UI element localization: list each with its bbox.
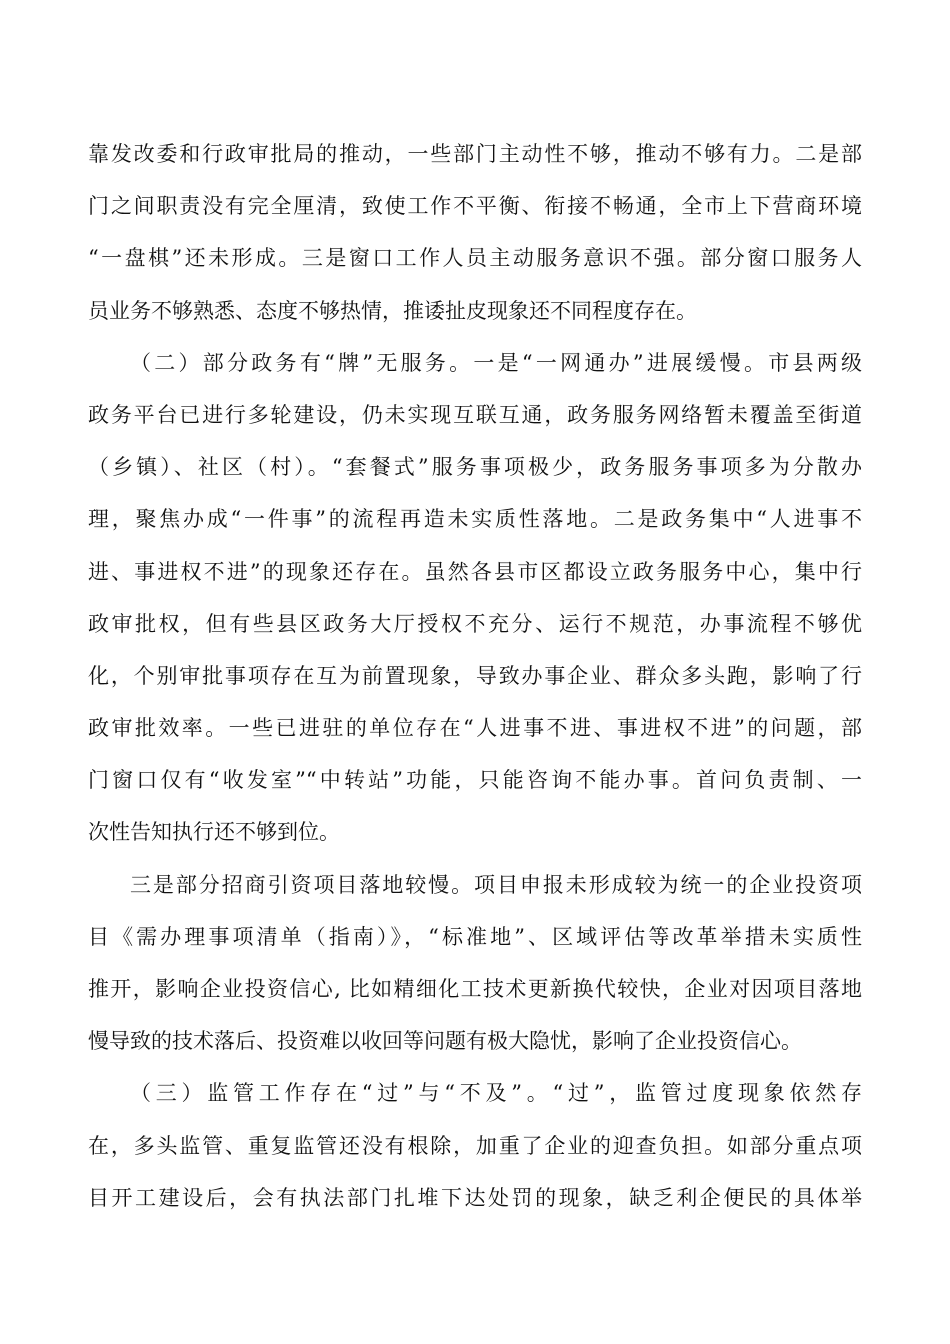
paragraph-2: [88, 337, 862, 859]
text-line: （乡镇）、社区（村）。“套餐式”服务事项极少，政务服务事项多为分散办: [88, 455, 862, 480]
text-line: 进、事进权不进”的现象还存在。虽然各县市区都设立政务服务中心，集中行: [88, 559, 862, 584]
text-line: 化，个别审批事项存在互为前置现象，导致办事企业、群众多头跑，影响了行: [88, 663, 862, 688]
text-line: 理，聚焦办成“一件事”的流程再造未实质性落地。二是政务集中“人进事不: [88, 507, 862, 532]
text-line: 员业务不够熟悉、态度不够热情，推诿扯皮现象还不同程度存在。: [88, 298, 697, 323]
text-line: 政务平台已进行多轮建设，仍未实现互联互通，政务服务网络暂未覆盖至街道: [88, 402, 862, 427]
paragraph-3: [88, 859, 862, 1068]
text-line: 门之间职责没有完全厘清，致使工作不平衡、衔接不畅通，全市上下营商环境: [88, 194, 862, 219]
text-line: 政审批效率。一些已进驻的单位存在“人进事不进、事进权不进”的问题，部: [88, 716, 862, 741]
text-line: 慢导致的技术落后、投资难以收回等问题有极大隐忧，影响了企业投资信心。: [88, 1029, 802, 1054]
text-line: 三是部分招商引资项目落地较慢。项目申报未形成较为统一的企业投资项: [130, 872, 862, 897]
text-line: （二）部分政务有“牌”无服务。一是“一网通办”进展缓慢。市县两级: [130, 350, 862, 375]
document-body: [88, 128, 862, 1224]
paragraph-1: [88, 128, 862, 337]
text-line: （三）监管工作存在“过”与“不及”。“过”，监管过度现象依然存: [130, 1081, 862, 1106]
text-line: 靠发改委和行政审批局的推动，一些部门主动性不够，推动不够有力。二是部: [88, 142, 862, 166]
text-line: 门窗口仅有“收发室”“中转站”功能，只能咨询不能办事。首问负责制、一: [88, 768, 862, 793]
text-line: 目开工建设后，会有执法部门扎堆下达处罚的现象，缺乏利企便民的具体举: [88, 1185, 862, 1210]
text-line: 次性告知执行还不够到位。: [88, 820, 340, 845]
paragraph-4: [88, 1067, 862, 1224]
text-line: 政审批权，但有些县区政务大厅授权不充分、运行不规范，办事流程不够优: [88, 611, 862, 636]
text-line: 目《需办理事项清单（指南）》，“标准地”、区域评估等改革举措未实质性: [88, 924, 862, 949]
text-line: 推开，影响企业投资信心, 比如精细化工技术更新换代较快，企业对因项目落地: [88, 977, 862, 1001]
text-line: “一盘棋”还未形成。三是窗口工作人员主动服务意识不强。部分窗口服务人: [88, 246, 862, 271]
text-line: 在，多头监管、重复监管还没有根除，加重了企业的迎查负担。如部分重点项: [88, 1133, 862, 1158]
